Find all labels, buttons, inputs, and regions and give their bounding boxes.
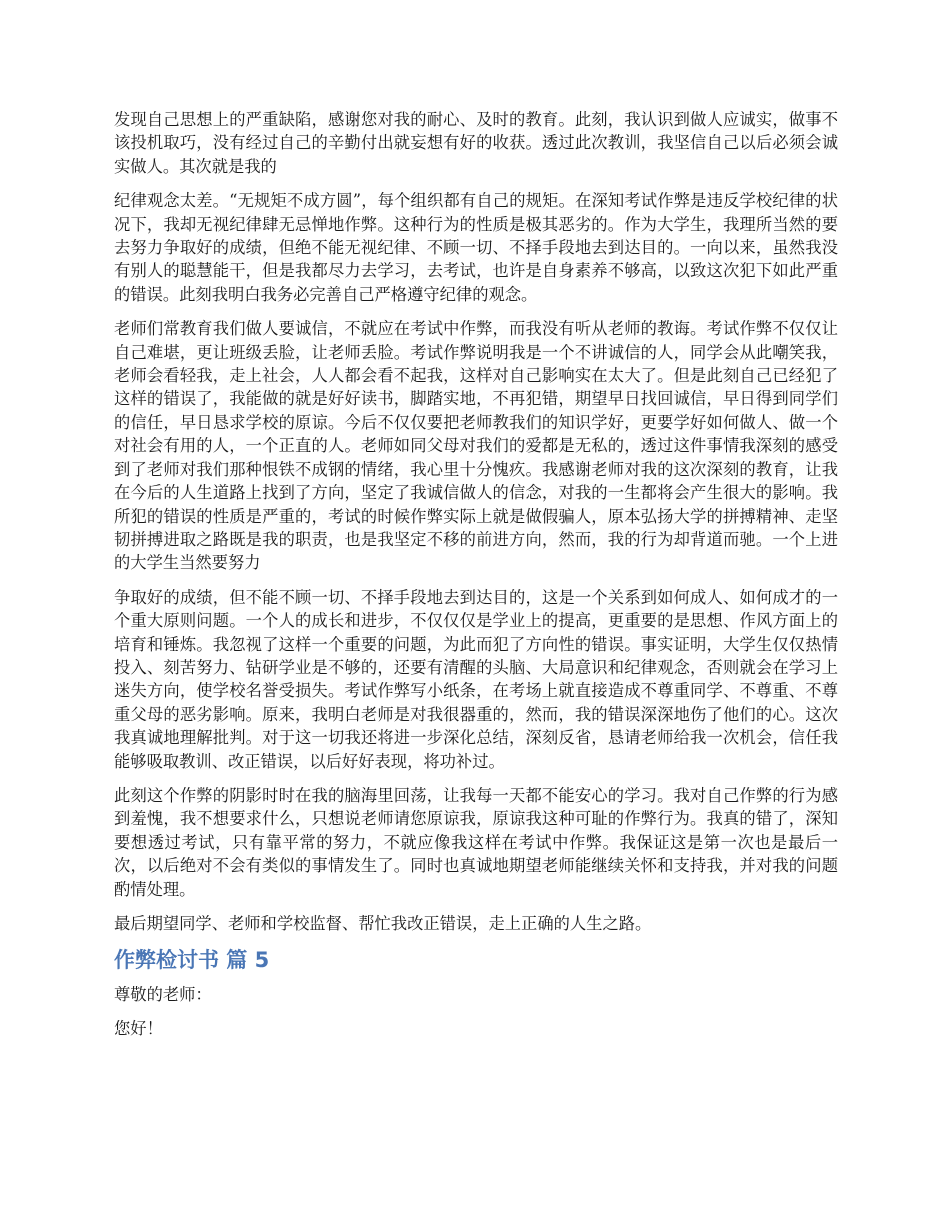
section-heading: 作弊检讨书 篇 5 <box>114 948 270 973</box>
paragraph-4: 争取好的成绩，但不能不顾一切、不择手段地去到达目的，这是一个关系到如何成人、如何成才的一个重大原则问题。一个人的成长和进步，不仅仅仅是学业上的提高，更重要的是思想、作风方面上的培育和锤炼。我忽视了这样一个重要的问题，为此而犯了方向性的错误。事实证明，大学生仅仅热情投入、刻苦努力、钻研学业是不够的，还要有清醒的头脑、大局意识和纪律观念，否则就会在学习上迷失方向，使学校名誉受损失。考试作弊写小纸条，在考场上就直接造成不尊重同学、不尊重、不尊重父母的恶劣影响。原来，我明白老师是对我很器重的，然而，我的错误深深地伤了他们的心。这次我真诚地理解批判。对于这一切我还将进一步深化总结，深刻反省，恳请老师给我一次机会，信任我能够吸取教训、改正错误，以后好好表现，将功补过。 <box>114 587 838 771</box>
document-page <box>114 108 838 1050</box>
paragraph-5: 此刻这个作弊的阴影时时在我的脑海里回荡，让我每一天都不能安心的学习。我对自己作弊的行为感到羞愧，我不想要求什么，只想说老师请您原谅我，原谅我这种可耻的作弊行为。我真的错了，深知要想透过考试，只有靠平常的努力，不就应像我这样在考试中作弊。我保证这是第一次也是最后一次，以后绝对不会有类似的事情发生了。同时也真诚地期望老师能继续关怀和支持我，并对我的问题酌情处理。 <box>114 785 838 899</box>
paragraph-3: 老师们常教育我们做人要诚信，不就应在考试中作弊，而我没有听从老师的教诲。考试作弊不仅仅让自己难堪，更让班级丢脸，让老师丢脸。考试作弊说明我是一个不讲诚信的人，同学会从此嘲笑我，老师会看轻我，走上社会，人人都会看不起我，这样对自己影响实在太大了。但是此刻自己已经犯了这样的错误了，我能做的就是好好读书，脚踏实地，不再犯错，期望早日找回诚信，早日得到同学们的信任，早日恳求学校的原谅。今后不仅仅要把老师教我们的知识学好，更要学好如何做人、做一个对社会有用的人，一个正直的人。老师如同父母对我们的爱都是无私的，透过这件事情我深刻的感受到了老师对我们那种恨铁不成钢的情绪，我心里十分愧疚。我感谢老师对我的这次深刻的教育，让我在今后的人生道路上找到了方向，坚定了我诚信做人的信念，对我的一生都将会产生很大的影响。我所犯的错误的性质是严重的，考试的时候作弊实际上就是做假骗人，原本弘扬大学的拼搏精神、走坚韧拼搏进取之路既是我的职责，也是我坚定不移的前进方向，然而，我的行为却背道而驰。一个上进的大学生当然要努力 <box>114 319 838 573</box>
salutation: 尊敬的老师： <box>114 985 212 1005</box>
paragraph-2: 纪律观念太差。“无规矩不成方圆”，每个组织都有自己的规矩。在深知考试作弊是违反学校纪律的状况下，我却无视纪律肆无忌惮地作弊。这种行为的性质是极其恶劣的。作为大学生，我理所当然的要去努力争取好的成绩，但绝不能无视纪律、不顾一切、不择手段地去到达目的。一向以来，虽然我没有别人的聪慧能干，但是我都尽力去学习，去考试，也许是自身素养不够高，以致这次犯下如此严重的错误。此刻我明白我务必完善自己严格遵守纪律的观念。 <box>114 191 838 304</box>
greeting: 您好！ <box>114 1018 163 1038</box>
paragraph-1: 发现自己思想上的严重缺陷，感谢您对我的耐心、及时的教育。此刻，我认识到做人应诚实，做事不该投机取巧，没有经过自己的辛勤付出就妄想有好的收获。透过此次教训，我坚信自己以后必须会诚实做人。其次就是我的 <box>114 110 838 176</box>
paragraph-6: 最后期望同学、老师和学校监督、帮忙我改正错误，走上正确的人生之路。 <box>114 914 652 933</box>
